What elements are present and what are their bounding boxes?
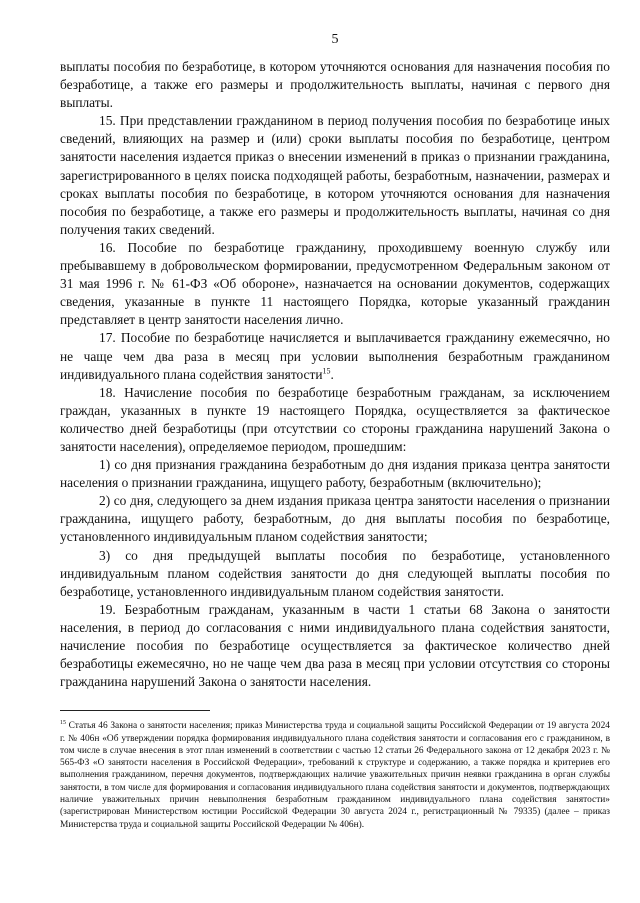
list-item-1: 1) со дня признания гражданина безработным до дня издания приказа центра занятости населения о признании гражданина, ищущего работу, безработным (включительно);: [60, 457, 610, 491]
footnote-reference[interactable]: 15: [322, 366, 331, 376]
paragraph-17-tail: .: [330, 366, 334, 382]
paragraph-17-text: 17. Пособие по безработице начисляется и выплачивается гражданину ежемесячно, но не чаще чем два раза в месяц при условии выполнения безработным гражданином индивидуального плана содействия занятости: [60, 330, 610, 382]
paragraph-18: 18. Начисление пособия по безработице безработным гражданам, за исключением граждан, указанных в пункте 19 настоящего Порядка, осуществляется за фактическое количество дней безработицы (при отсутствии со стороны гражданина нарушений Закона о занятости населения), определяемое периодом, прошедшим:: [60, 384, 610, 454]
paragraph-19: 19. Безработным гражданам, указанным в части 1 статьи 68 Закона о занятости населения, в период до согласования с ними индивидуального плана содействия занятости, начисление пособия по безработице осуществляется за фактическое количество дней безработицы ежемесячно, но не чаще чем два раза в месяц при условии отсутствия со стороны гражданина нарушений Закона о занятости населения.: [60, 601, 610, 690]
list-item-3: 3) со дня предыдущей выплаты пособия по безработице, установленного индивидуальным планом содействия занятости до дня следующей выплаты пособия по безработице, установленного индивидуальным планом содействия занятости.: [60, 547, 610, 599]
paragraph-15: 15. При представлении гражданином в период получения пособия по безработице иных сведений, влияющих на размер и (или) сроки выплаты пособия по безработице, центром занятости населения издается приказ о внесении изменений в приказ о признании гражданина, зарегистрированного в целях поиска подходящей работы, безработным, назначении, размерах и сроках выплаты пособия по безработице, в котором уточняются основания для назначения пособия по безработице, а также его размеры и продолжительность выплаты, начиная со дня получения таких сведений.: [60, 113, 610, 237]
paragraph-16: 16. Пособие по безработице гражданину, проходившему военную службу или пребывавшему в добровольческом формировании, предусмотренном Федеральным законом от 31 мая 1996 г. № 61-ФЗ «Об обороне», назначается на основании документов, содержащих сведения, указанные в пункте 11 настоящего Порядка, которые указанный гражданин представляет в центр занятости населения лично.: [60, 239, 610, 328]
paragraph-continuation: выплаты пособия по безработице, в котором уточняются основания для назначения пособия по безработице, а также его размеры и продолжительность выплаты, начиная с первого дня выплаты.: [60, 59, 610, 111]
footnote-text: Статья 46 Закона о занятости населения; приказ Министерства труда и социальной защиты Российской Федерации от 19 августа 2024 г. № 406н «Об утверждении порядка формирования индивидуального плана содействия занятости и согласования его с гражданином, в том числе в случае внесения в этот план изменений в соответствии с частью 12 статьи 26 Федерального закона от 12 декабря 2023 г. № 565-ФЗ «О занятости населения в Российской Федерации», требований к структуре и содержанию, а также порядка и критериев его выполнения гражданином, перечня документов, подтверждающих наличие уважительных причин неявки гражданина в орган службы занятости, в том числе для формирования и согласования индивидуального плана содействия занятости и документов, подтверждающих наличие уважительных причин невыполнения безработным гражданином индивидуального плана содействия занятости» (зарегистрирован Министерством юстиции Российской Федерации 30 августа 2024 г., регистрационный № 79335) (далее – приказ Министерства труда и социальной защиты Российской Федерации № 406н).: [60, 721, 610, 830]
paragraph-17: [60, 329, 610, 383]
footnote-divider: [60, 710, 210, 711]
footnote-marker: 15: [60, 720, 66, 727]
list-item-2: 2) со дня, следующего за днем издания приказа центра занятости населения о признании гражданина, ищущего работу, безработным, до дня выплаты пособия по безработице, установленного индивидуальным планом содействия занятости;: [60, 493, 610, 545]
page-number: 5: [331, 32, 339, 47]
body-text: [60, 58, 610, 691]
footnote: [60, 720, 610, 831]
